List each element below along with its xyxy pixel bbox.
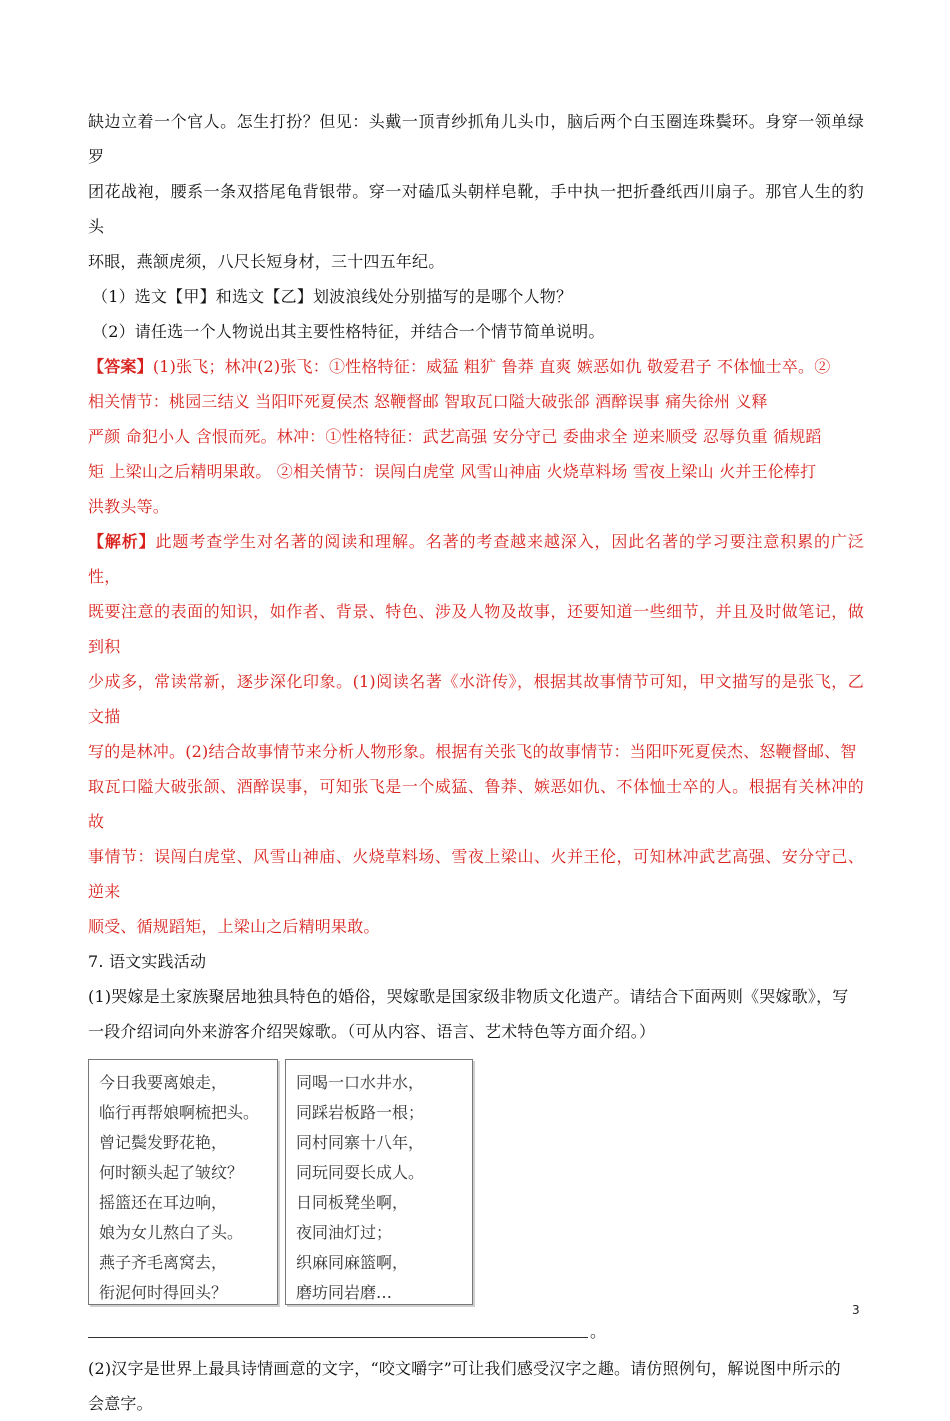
- analysis-tag: 【解析】: [88, 532, 156, 551]
- answer-line: 相关情节：桃园三结义 当阳吓死夏侯杰 怒鞭督邮 智取瓦口隘大破张郃 酒醉误事 痛失徐州 义释: [88, 392, 768, 411]
- song-line: 磨坊同岩磨…: [296, 1283, 393, 1302]
- song-line: 日同板凳坐啊，: [296, 1193, 409, 1212]
- document-page: [88, 104, 864, 1421]
- answer-line: 严颜 命犯小人 含恨而死。林冲：①性格特征：武艺高强 安分守己 委曲求全 逆来顺受 忍辱负重 循规蹈: [88, 427, 822, 446]
- song-line: 曾记鬓发野花艳，: [99, 1133, 228, 1152]
- answer-line: 矩 上梁山之后精明果敢。 ②相关情节：误闯白虎堂 风雪山神庙 火烧草料场 雪夜上梁山 火并王伦棒打: [88, 462, 817, 481]
- song-line: 同玩同耍长成人。: [296, 1163, 425, 1182]
- page-number: 3: [852, 1303, 860, 1317]
- analysis-line: 既要注意的表面的知识，如作者、背景、特色、涉及人物及故事，还要知道一些细节，并且及时做笔记，做到积: [88, 602, 864, 656]
- analysis-line: 事情节：误闯白虎堂、风雪山神庙、火烧草料场、雪夜上梁山、火并王伦，可知林冲武艺高强、安分守己、逆来: [88, 847, 864, 901]
- song-line: 临行再帮娘啊梳把头。: [99, 1103, 260, 1122]
- section-7-part1-line: (1)哭嫁是土家族聚居地独具特色的婚俗，哭嫁歌是国家级非物质文化遗产。请结合下面两则《哭嫁歌》，写: [88, 987, 849, 1006]
- song-boxes: [88, 1059, 864, 1311]
- answer-blank-rule: [88, 1337, 588, 1338]
- song-line: 今日我要离娘走，: [99, 1073, 228, 1092]
- song-line: 何时额头起了皱纹？: [99, 1163, 244, 1182]
- answer-blank-period: 。: [590, 1322, 607, 1341]
- song-box-1: [88, 1059, 278, 1305]
- analysis-block: [88, 524, 864, 944]
- passage-line: 团花战袍，腰系一条双搭尾龟背银带。穿一对磕瓜头朝样皂靴，手中执一把折叠纸西川扇子。那官人生的豹头: [88, 182, 864, 236]
- song-line: 燕子齐毛离窝去，: [99, 1253, 228, 1272]
- song-line: 同喝一口水井水，: [296, 1073, 425, 1092]
- analysis-line: 此题考查学生对名著的阅读和理解。名著的考查越来越深入，因此名著的学习要注意积累的广泛性，: [88, 532, 864, 586]
- question-1: （1）选文【甲】和选文【乙】划波浪线处分别描写的是哪个人物？: [92, 287, 573, 306]
- passage-line: 环眼，燕颔虎须，八尺长短身材，三十四五年纪。: [88, 252, 445, 271]
- song-line: 娘为女儿熬白了头。: [99, 1223, 244, 1242]
- section-7-part2-line: (2)汉字是世界上最具诗情画意的文字，“咬文嚼字”可让我们感受汉字之趣。请仿照例句，解说图中所示的: [88, 1359, 841, 1378]
- answer-block: [88, 349, 864, 524]
- section-7-part2-line: 会意字。: [88, 1394, 153, 1413]
- analysis-line: 取瓦口隘大破张颌、酒醉误事，可知张飞是一个威猛、鲁莽、嫉恶如仇、不体恤士卒的人。根据有关林冲的故: [88, 777, 864, 831]
- section-7-title: 7. 语文实践活动: [88, 952, 207, 971]
- song-line: 同村同寨十八年，: [296, 1133, 425, 1152]
- song-line: 衔泥何时得回头？: [99, 1283, 228, 1302]
- song-line: 摇篮还在耳边响，: [99, 1193, 228, 1212]
- passage-line: 缺边立着一个官人。怎生打扮？但见：头戴一顶青纱抓角儿头巾，脑后两个白玉圈连珠鬓环。身穿一领单绿罗: [88, 112, 864, 166]
- passage: [88, 104, 864, 279]
- song-line: 织麻同麻篮啊，: [296, 1253, 409, 1272]
- answer-line: 洪教头等。: [88, 497, 170, 516]
- song-line: 夜同油灯过；: [296, 1223, 393, 1242]
- song-line: 同踩岩板路一根；: [296, 1103, 425, 1122]
- analysis-line: 顺受、循规蹈矩，上梁山之后精明果敢。: [88, 917, 380, 936]
- question-2: （2）请任选一个人物说出其主要性格特征，并结合一个情节简单说明。: [92, 322, 605, 341]
- answer-blank[interactable]: [88, 1319, 864, 1345]
- section-7-part1-line: 一段介绍词向外来游客介绍哭嫁歌。（可从内容、语言、艺术特色等方面介绍。）: [88, 1022, 656, 1041]
- answer-line: (1)张飞；林冲(2)张飞：①性格特征：威猛 粗犷 鲁莽 直爽 嫉恶如仇 敬爱君子 不体恤士卒。②: [152, 357, 831, 376]
- analysis-line: 写的是林冲。(2)结合故事情节来分析人物形象。根据有关张飞的故事情节：当阳吓死夏侯杰、怒鞭督邮、智: [88, 742, 857, 761]
- analysis-line: 少成多，常读常新，逐步深化印象。(1)阅读名著《水浒传》，根据其故事情节可知，甲文描写的是张飞，乙文描: [88, 672, 864, 726]
- answer-tag: 【答案】: [88, 357, 153, 376]
- song-box-2: [285, 1059, 473, 1305]
